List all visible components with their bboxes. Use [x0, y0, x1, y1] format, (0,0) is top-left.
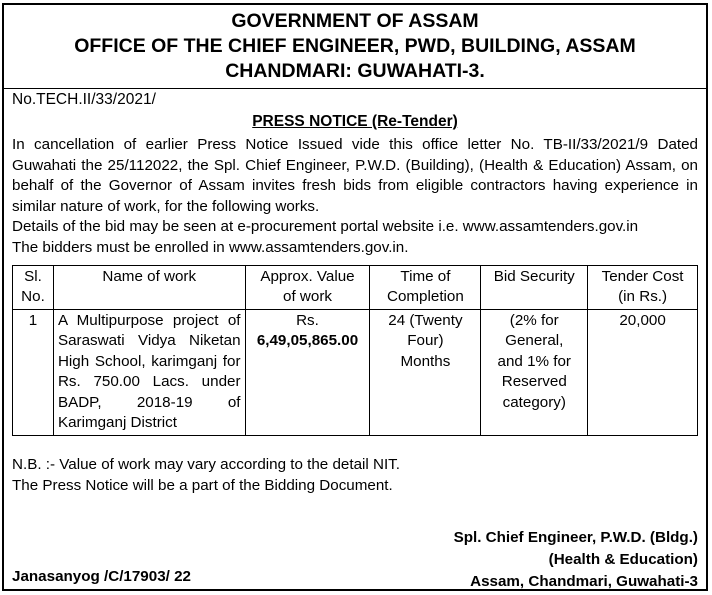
cell-name-of-work: A Multipurpose project of Saraswati Vidya Niketan High School, karimganj for Rs. 750.00 Lacs. under BADP, 2018-19 of Karimganj District [53, 309, 245, 435]
header-address: CHANDMARI: GUWAHATI-3. [225, 60, 485, 82]
header-government: GOVERNMENT OF ASSAM [231, 10, 479, 32]
cell-sl: 1 [13, 309, 54, 435]
col-sl-no: Sl. No. [13, 265, 54, 309]
tender-table [12, 265, 698, 436]
notice-header [4, 5, 706, 84]
cell-approx-value: Rs. 6,49,05,865.00 [245, 309, 370, 435]
reference-number: No.TECH.II/33/2021/ [12, 91, 156, 108]
note-bidding-document: The Press Notice will be a part of the Bidding Document. [12, 476, 393, 494]
header-office: OFFICE OF THE CHIEF ENGINEER, PWD, BUILDING, ASSAM [74, 35, 636, 57]
col-tender-cost: Tender Cost (in Rs.) [588, 265, 698, 309]
table-row [13, 309, 698, 435]
body-paragraph-details: Details of the bid may be seen at e-procurement portal website i.e. www.assamtenders.gov.in [12, 218, 639, 236]
notice-title: PRESS NOTICE (Re-Tender) [252, 113, 458, 130]
signature-address: Assam, Chandmari, Guwahati-3 [470, 573, 698, 590]
col-approx-value: Approx. Value of work [245, 265, 370, 309]
notice-body [4, 131, 706, 259]
cell-bid-security: (2% for General, and 1% for Reserved category) [481, 309, 588, 435]
signature-department: (Health & Education) [548, 551, 698, 568]
body-paragraph-cancellation: In cancellation of earlier Press Notice Issued vide this office letter No. TB-II/33/2021/9 Dated Guwahati the 25/112022, the Spl. Chief Engineer, P.W.D. (Building), (Health & Education) Assam, on behalf of the Governor of Assam invites fresh bids from eligible contractors having experience in similar nature of work, for the following works. [12, 136, 698, 215]
table-header-row [13, 265, 698, 309]
note-nb: N.B. :- Value of work may vary according to the detail NIT. [12, 455, 400, 473]
body-paragraph-enrolment: The bidders must be enrolled in www.assamtenders.gov.in. [12, 238, 409, 256]
press-notice [2, 3, 708, 591]
notes [4, 436, 706, 496]
col-name-of-work: Name of work [53, 265, 245, 309]
signature-block [454, 527, 698, 593]
janasanyog-number: Janasanyog /C/17903/ 22 [12, 568, 191, 585]
cell-tender-cost: 20,000 [588, 309, 698, 435]
cell-time-of-completion: 24 (Twenty Four) Months [370, 309, 481, 435]
col-time-of-completion: Time of Completion [370, 265, 481, 309]
col-bid-security: Bid Security [481, 265, 588, 309]
signature-designation: Spl. Chief Engineer, P.W.D. (Bldg.) [453, 529, 698, 546]
